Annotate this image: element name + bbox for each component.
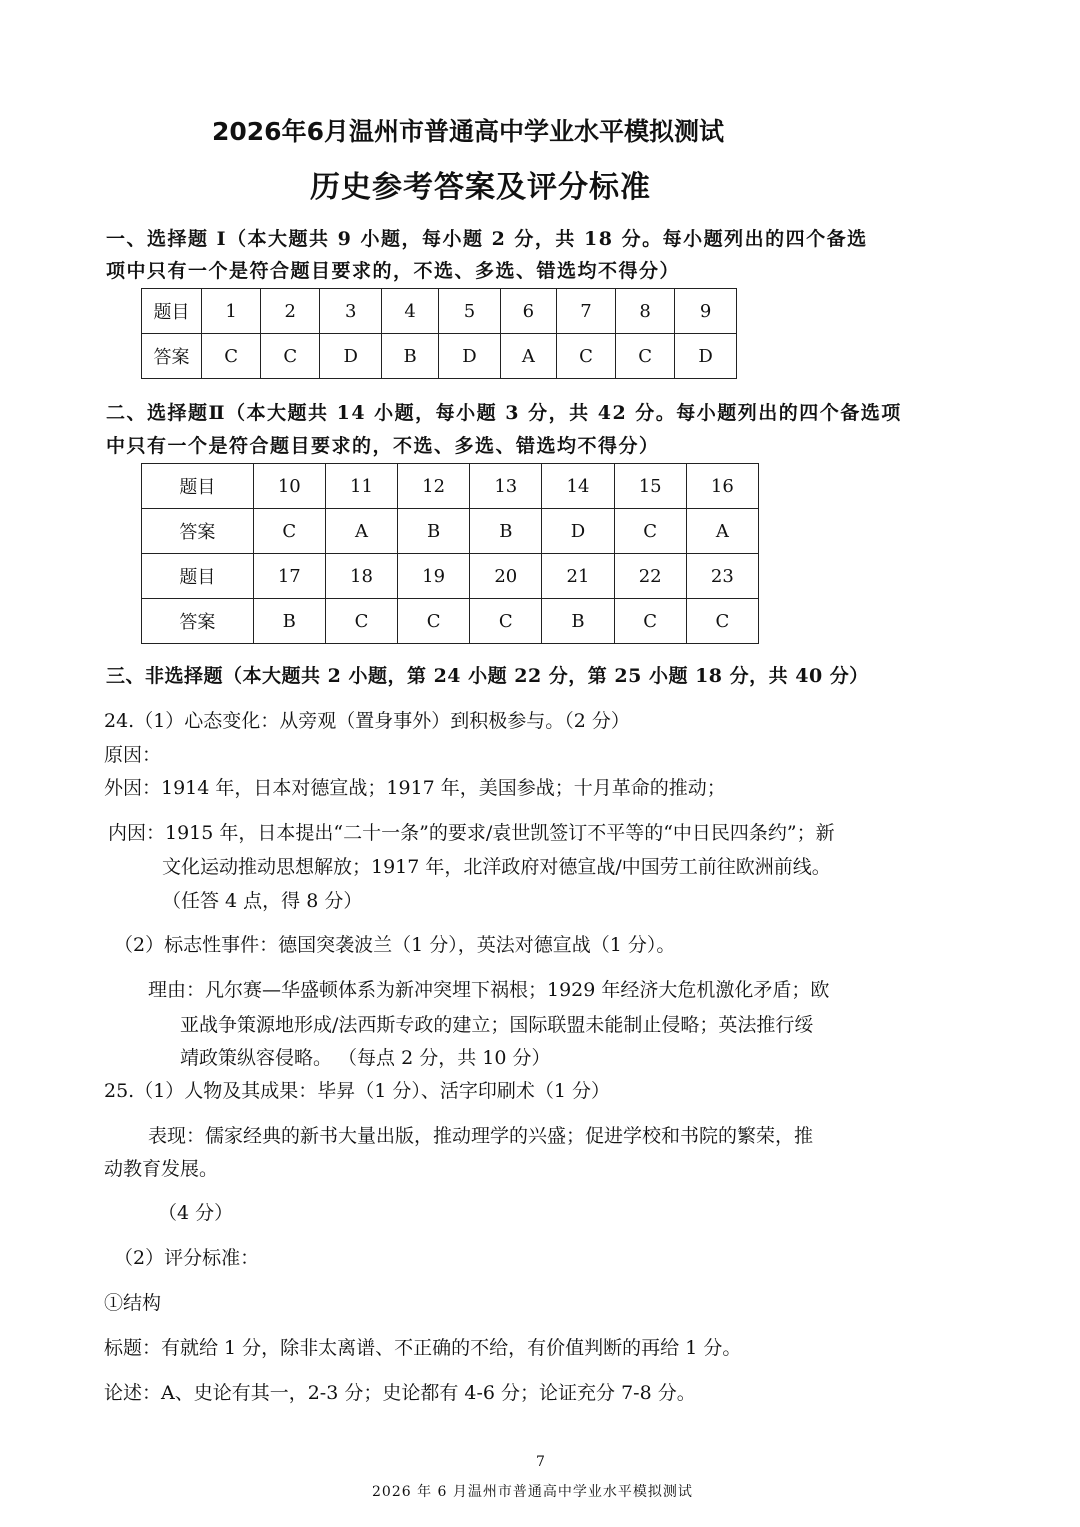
q25-part1: 25.（1）人物及其成果：毕昇（1 分）、活字印刷术（1 分）: [104, 1080, 611, 1102]
question-cell: 17: [253, 554, 325, 599]
q24-reason2-line1: 理由：凡尔赛—华盛顿体系为新冲突埋下祸根；1929 年经济大危机激化矛盾；欧: [148, 979, 830, 1001]
table-header-cell: 答案: [142, 334, 202, 379]
answer-cell: D: [320, 334, 382, 379]
answer-cell: C: [398, 599, 470, 644]
question-cell: 2: [261, 289, 320, 334]
q24-reason-label: 原因：: [104, 744, 162, 766]
answer-cell: A: [325, 509, 397, 554]
table-header-cell: 题目: [142, 554, 254, 599]
question-cell: 14: [542, 464, 614, 509]
answer-cell: C: [325, 599, 397, 644]
page-number: 7: [536, 1454, 545, 1470]
q24-internal-line3: （任答 4 点，得 8 分）: [162, 890, 363, 912]
table-row-answers: [142, 509, 759, 554]
question-cell: 9: [675, 289, 737, 334]
section1-heading-line1: 一、选择题 Ⅰ（本大题共 9 小题，每小题 2 分，共 18 分。每小题列出的四个备选: [106, 228, 868, 250]
question-cell: 19: [398, 554, 470, 599]
question-cell: 4: [382, 289, 439, 334]
table-header-cell: 答案: [142, 509, 254, 554]
question-cell: 6: [500, 289, 556, 334]
table-row-answers: [142, 599, 759, 644]
answer-table-1: [141, 288, 737, 379]
question-cell: 20: [470, 554, 542, 599]
question-cell: 16: [686, 464, 758, 509]
page-title: 2026年6月温州市普通高中学业水平模拟测试: [212, 117, 724, 146]
section3-heading: 三、非选择题（本大题共 2 小题，第 24 小题 22 分，第 25 小题 18 分，共 40 分）: [106, 665, 869, 687]
table-header-cell: 题目: [142, 289, 202, 334]
answer-cell: B: [398, 509, 470, 554]
q25-score: （4 分）: [158, 1202, 234, 1224]
footer-text: 2026 年 6 月温州市普通高中学业水平模拟测试: [372, 1484, 693, 1500]
question-cell: 8: [616, 289, 675, 334]
table-row-answers: [142, 334, 737, 379]
question-cell: 11: [325, 464, 397, 509]
question-cell: 18: [325, 554, 397, 599]
section2-heading-line2: 中只有一个是符合题目要求的，不选、多选、错选均不得分）: [106, 435, 660, 457]
question-cell: 7: [556, 289, 615, 334]
question-cell: 5: [439, 289, 501, 334]
answer-cell: B: [470, 509, 542, 554]
answer-cell: A: [500, 334, 556, 379]
q24-internal-line1: 内因：1915 年，日本提出“二十一条”的要求/袁世凯签订不平等的“中日民四条约”；新: [108, 822, 835, 844]
table-header-cell: 题目: [142, 464, 254, 509]
q24-reason2-line2: 亚战争策源地形成/法西斯专政的建立；国际联盟未能制止侵略；英法推行绥: [180, 1014, 814, 1036]
question-cell: 10: [253, 464, 325, 509]
q25-performance-line1: 表现：儒家经典的新书大量出版，推动理学的兴盛；促进学校和书院的繁荣，推: [148, 1125, 814, 1147]
section2-heading-line1: 二、选择题Ⅱ（本大题共 14 小题，每小题 3 分，共 42 分。每小题列出的四个备选项: [106, 402, 902, 424]
table-row-questions: [142, 289, 737, 334]
answer-cell: C: [616, 334, 675, 379]
answer-table-2: [141, 463, 759, 644]
answer-cell: D: [675, 334, 737, 379]
q25-argument-rule: 论述：A、史论有其一，2-3 分；史论都有 4-6 分；论证充分 7-8 分。: [104, 1382, 696, 1404]
q24-part2: （2）标志性事件：德国突袭波兰（1 分），英法对德宣战（1 分）。: [114, 934, 676, 956]
page-subtitle: 历史参考答案及评分标准: [310, 170, 651, 205]
q24-external: 外因：1914 年，日本对德宣战；1917 年，美国参战；十月革命的推动；: [104, 777, 726, 799]
answer-cell: D: [542, 509, 614, 554]
q24-part1: 24.（1）心态变化：从旁观（置身事外）到积极参与。（2 分）: [104, 710, 630, 732]
table-row-questions: [142, 554, 759, 599]
question-cell: 22: [614, 554, 686, 599]
question-cell: 12: [398, 464, 470, 509]
answer-cell: D: [439, 334, 501, 379]
q25-part2: （2）评分标准：: [114, 1247, 260, 1269]
answer-cell: A: [686, 509, 758, 554]
q25-structure: ①结构: [104, 1292, 162, 1314]
answer-cell: B: [253, 599, 325, 644]
answer-cell: B: [382, 334, 439, 379]
q25-performance-line2: 动教育发展。: [104, 1158, 219, 1180]
answer-cell: B: [542, 599, 614, 644]
answer-cell: C: [202, 334, 261, 379]
table-row-questions: [142, 464, 759, 509]
answer-cell: C: [686, 599, 758, 644]
answer-cell: C: [556, 334, 615, 379]
question-cell: 21: [542, 554, 614, 599]
q24-internal-line2: 文化运动推动思想解放；1917 年，北洋政府对德宣战/中国劳工前往欧洲前线。: [162, 856, 831, 878]
answer-cell: C: [470, 599, 542, 644]
question-cell: 13: [470, 464, 542, 509]
answer-cell: C: [614, 599, 686, 644]
question-cell: 15: [614, 464, 686, 509]
question-cell: 3: [320, 289, 382, 334]
question-cell: 23: [686, 554, 758, 599]
answer-cell: C: [261, 334, 320, 379]
section1-heading-line2: 项中只有一个是符合题目要求的，不选、多选、错选均不得分）: [106, 260, 681, 282]
table-header-cell: 答案: [142, 599, 254, 644]
answer-cell: C: [253, 509, 325, 554]
q25-title-rule: 标题：有就给 1 分，除非太离谱、不正确的不给，有价值判断的再给 1 分。: [104, 1337, 742, 1359]
answer-cell: C: [614, 509, 686, 554]
question-cell: 1: [202, 289, 261, 334]
q24-reason2-line3: 靖政策纵容侵略。 （每点 2 分，共 10 分）: [180, 1047, 551, 1069]
